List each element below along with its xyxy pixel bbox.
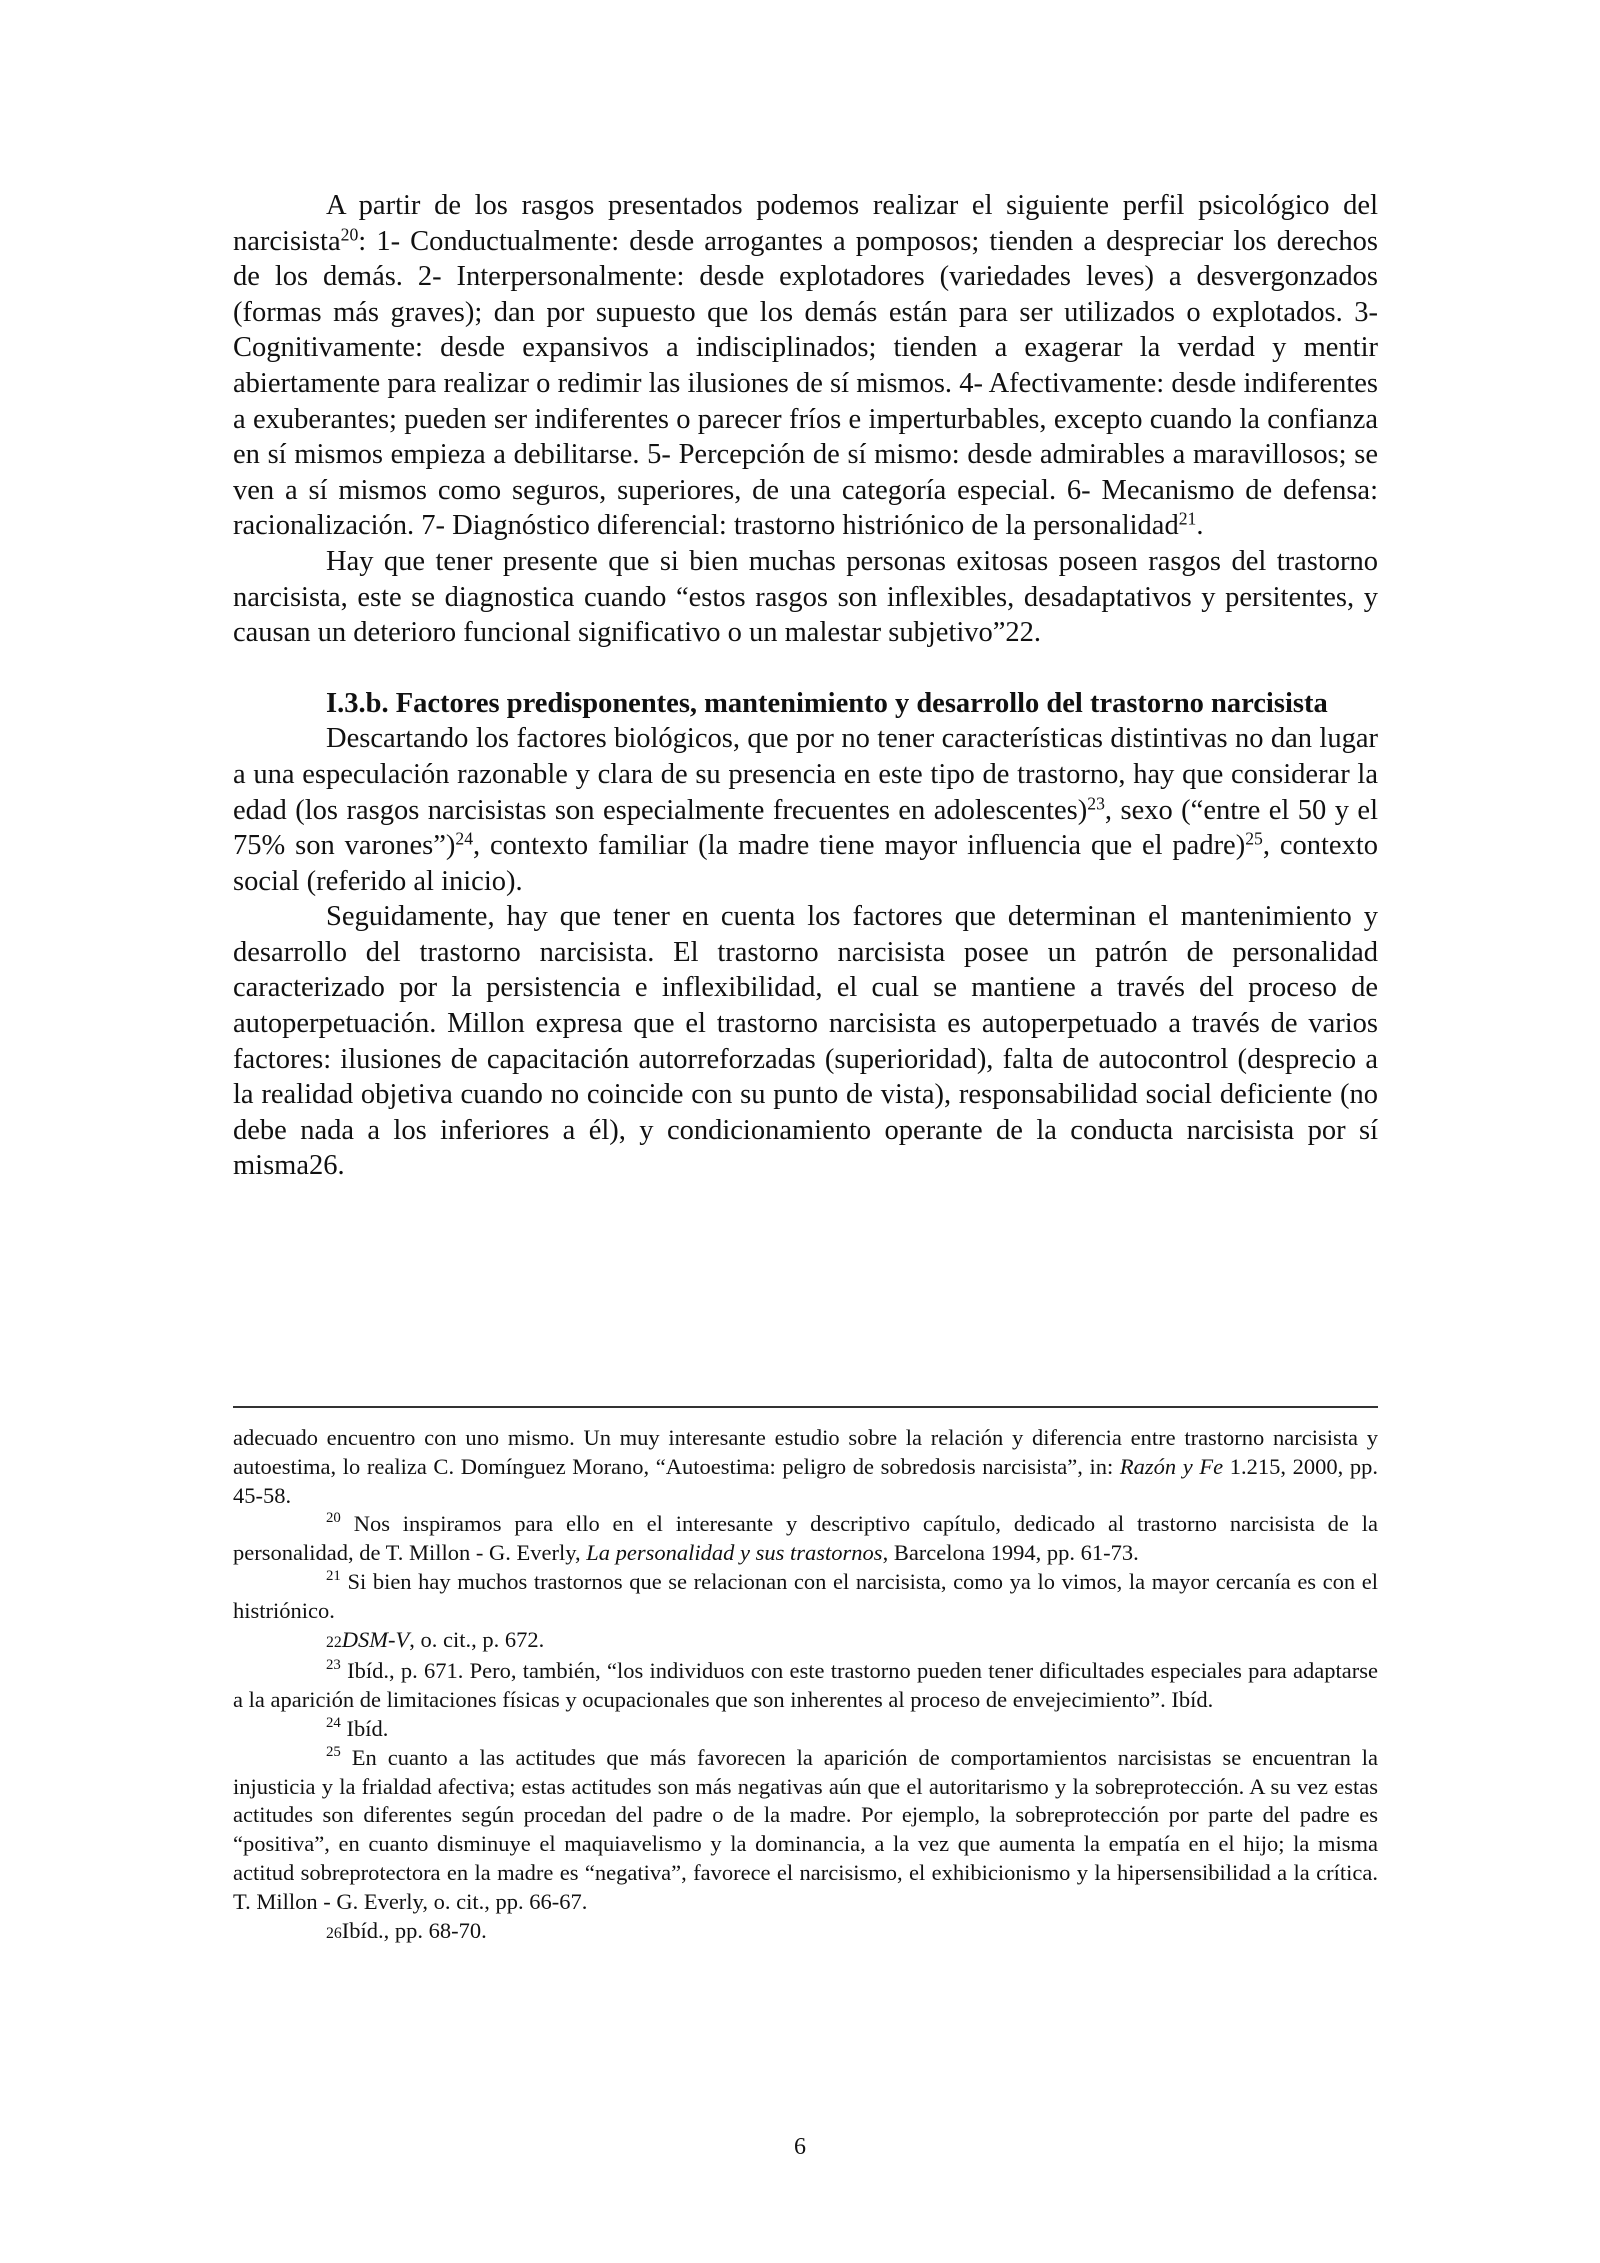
footnote-number: 22: [326, 1633, 342, 1651]
footnote-text: Ibíd., pp. 68-70.: [341, 1917, 487, 1943]
footnote-22: [233, 1626, 1378, 1658]
footnote-number: 24: [326, 1715, 341, 1732]
footnote-separator: [233, 1406, 1378, 1408]
paragraph-text: , contexto familiar (la madre tiene mayor influencia que el padre): [473, 830, 1246, 862]
footnote-italic-title: Razón y Fe: [1119, 1453, 1224, 1479]
paragraph-text: : 1- Conductualmente: desde arrogantes a pomposos; tienden a despreciar los derechos de los demás. 2- Interpersonalmente: desde explotadores (variedades leves) a desvergonzados (formas más graves); dan por supuesto que los demás están para ser utilizados o explotados. 3- Cognitivamente: desde expansivos a indisciplinados; tienden a exagerar la verdad y mentir abiertamente para realizar o redimir las ilusiones de sí mismos. 4- Afectivamente: desde indiferentes a exuberantes; pueden ser indiferentes o parecer fríos e imperturbables, excepto cuando la confianza en sí mismos empieza a debilitarse. 5- Percepción de sí mismo: desde admirables a maravillosos; se ven a sí mismos como seguros, superiores, de una categoría especial. 6- Mecanismo de defensa: racionalización. 7- Diagnóstico diferencial: trastorno histriónico de la personalidad: [233, 225, 1378, 542]
footnote-21: [233, 1568, 1378, 1626]
paragraph-maintenance: Seguidamente, hay que tener en cuenta los factores que determinan el mantenimiento y desarrollo del trastorno narcisista. El trastorno narcisista posee un patrón de personalidad caracterizado por la persistencia e inflexibilidad, el cual se mantiene a través del proceso de autoperpetuación. Millon expresa que el trastorno narcisista es autoperpetuado a través de varios factores: ilusiones de capacitación autorreforzadas (superioridad), falta de autocontrol (desprecio a la realidad objetiva cuando no coincide con su punto de vista), responsabilidad social deficiente (no debe nada a los inferiores a él), y condicionamiento operante de la conducta narcisista por sí misma26.: [233, 901, 1378, 1182]
footnote-20: [233, 1510, 1378, 1568]
footnote-ref-24[interactable]: 24: [455, 828, 474, 849]
paragraph-text: , sexo (“entre el 50 y el 75% son varones”): [233, 794, 1378, 862]
footnote-text: adecuado encuentro con uno mismo. Un muy interesante estudio sobre la relación y diferencia entre trastorno narcisista y autoestima, lo realiza C. Domínguez Morano, “Autoestima: peligro de sobredosis narcisista”, in:: [233, 1425, 1378, 1479]
footnote-text: , o. cit., p. 672.: [409, 1626, 545, 1652]
footnote-24: [233, 1715, 1378, 1744]
footnote-25: [233, 1744, 1378, 1917]
footnote-ref-23[interactable]: 23: [1087, 792, 1105, 813]
page-number: 6: [794, 2134, 806, 2160]
paragraph-text: A partir de los rasgos presentados podemos realizar el siguiente perfil psicológico del narcisista: [233, 190, 1378, 257]
footnote-number: 21: [326, 1568, 341, 1585]
footnote-text: , Barcelona 1994, pp. 61-73.: [882, 1540, 1139, 1566]
paragraph-predisposing-factors: [233, 721, 1378, 899]
footnote-23: [233, 1657, 1378, 1715]
footnote-text: Ibíd.: [340, 1715, 389, 1741]
paragraph-text: , contexto social (referido al inicio).: [233, 830, 1378, 897]
paragraph-diagnosis: Hay que tener presente que si bien muchas personas exitosas poseen rasgos del trastorno narcisista, este se diagnostica cuando “estos rasgos son inflexibles, desadaptativos y persitentes, y causan un deterioro funcional significativo o un malestar subjetivo”22.: [233, 545, 1378, 649]
footnote-text: Nos inspiramos para ello en el interesante y descriptivo capítulo, dedicado al trastorno narcisista de la personalidad, de T. Millon - G. Everly,: [233, 1511, 1378, 1566]
footnote-italic-title: La personalidad y sus trastornos: [586, 1540, 883, 1566]
footnote-text: Ibíd., p. 671. Pero, también, “los individuos con este trastorno pueden tener dificultades especiales para adaptarse a la aparición de limitaciones físicas y ocupacionales que son inherentes al proceso de envejecimiento”. Ibíd.: [233, 1658, 1378, 1713]
footnote-number: 26: [326, 1924, 342, 1942]
footnote-number: 20: [326, 1510, 341, 1527]
footnote-continued: [233, 1424, 1378, 1510]
footnote-text: Si bien hay muchos trastornos que se relacionan con el narcisista, como ya lo vimos, la mayor cercanía es con el histriónico.: [233, 1568, 1378, 1623]
section-heading: I.3.b. Factores predisponentes, mantenimiento y desarrollo del trastorno narcisista: [326, 687, 1328, 719]
footnote-text: En cuanto a las actitudes que más favorecen la aparición de comportamientos narcisistas se encuentran la injusticia y la frialdad afectiva; estas actitudes son más negativas aún que el autoritarismo y la sobreprotección. A su vez estas actitudes son diferentes según procedan del padre o de la madre. Por ejemplo, la sobreprotección por parte del padre es “positiva”, en cuanto disminuye el maquiavelismo y la dominancia, a la vez que aumenta la empatía en el hijo; la misma actitud sobreprotectora en la madre es “negativa”, favorece el narcisismo, el exhibicionismo y la hipersensibilidad a la crítica. T. Millon - G. Everly, o. cit., pp. 66-67.: [233, 1744, 1378, 1914]
footnote-italic-title: DSM-V: [341, 1626, 410, 1652]
footnote-number: 25: [326, 1743, 341, 1760]
footnote-text: 1.215, 2000, pp. 45-58.: [233, 1453, 1379, 1508]
paragraph-psychological-profile: [233, 188, 1378, 544]
footnote-number: 23: [326, 1657, 341, 1674]
footnote-ref-20[interactable]: 20: [340, 223, 359, 244]
paragraph-text: .: [1196, 510, 1204, 542]
footnotes: [233, 1424, 1378, 1948]
footnote-ref-21[interactable]: 21: [1178, 508, 1197, 529]
footnote-26: [233, 1917, 1378, 1949]
paragraph-text: Descartando los factores biológicos, que por no tener características distintivas no dan lugar a una especulación razonable y clara de su presencia en este tipo de trastorno, hay que considerar la edad (los rasgos narcisistas son especialmente frecuentes en adolescentes): [233, 723, 1378, 826]
main-text: [233, 188, 1378, 1184]
footnote-ref-25[interactable]: 25: [1245, 828, 1263, 849]
